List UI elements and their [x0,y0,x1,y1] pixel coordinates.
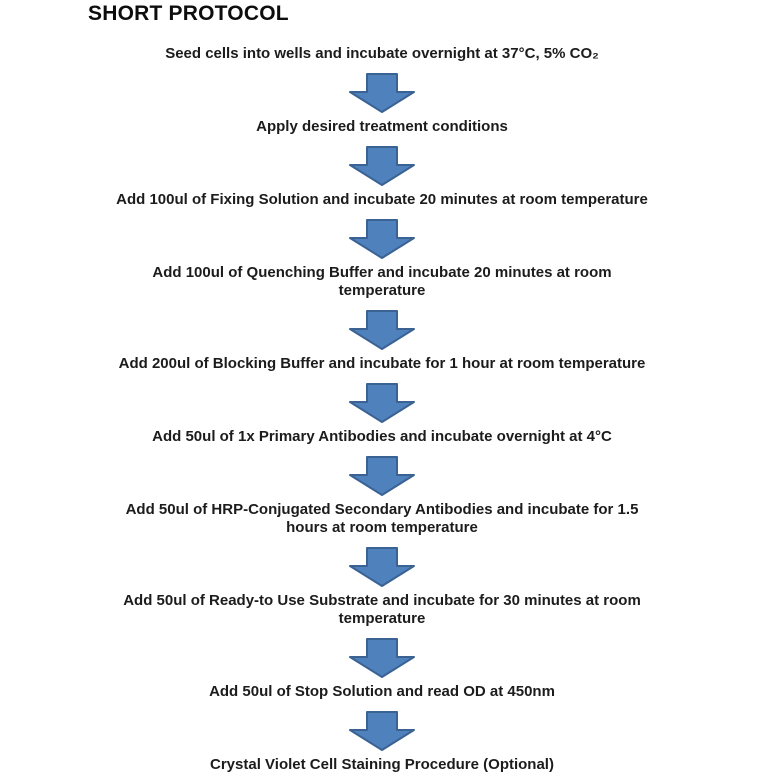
step-text [152,428,612,446]
down-arrow-icon [349,638,415,678]
down-arrow-icon [349,456,415,496]
step-line: Add 50ul of Stop Solution and read OD at 450nm [209,683,555,700]
step-line: Apply desired treatment conditions [256,118,508,135]
step-text [256,118,508,136]
down-arrow-icon [349,547,415,587]
down-arrow-glyph [349,638,415,678]
step-line: Add 50ul of Ready-to Use Substrate and incubate for 30 minutes at room [123,592,641,609]
step-text [209,683,555,701]
step-line: temperature [338,282,426,299]
down-arrow-glyph [349,310,415,350]
step-line: Add 100ul of Fixing Solution and incubate 20 minutes at room temperature [116,191,648,208]
down-arrow-glyph [349,383,415,423]
step-line: Crystal Violet Cell Staining Procedure (Optional) [210,756,554,773]
step-line: Add 200ul of Blocking Buffer and incubate for 1 hour at room temperature [118,355,646,372]
page-title: SHORT PROTOCOL [88,2,289,25]
step-text [210,756,554,774]
step-text [116,191,648,209]
down-arrow-icon [349,711,415,751]
down-arrow-glyph [349,547,415,587]
step-line: temperature [338,610,426,627]
step-line: Add 50ul of 1x Primary Antibodies and incubate overnight at 4°C [152,428,612,445]
step-line: Add 50ul of HRP-Conjugated Secondary Antibodies and incubate for 1.5 [125,501,639,518]
step-line: Seed cells into wells and incubate overnight at 37°C, 5% CO₂ [165,45,599,62]
down-arrow-glyph [349,146,415,186]
step-line: Add 100ul of Quenching Buffer and incubate 20 minutes at room [152,264,612,281]
down-arrow-glyph [349,219,415,259]
step-text [123,592,641,628]
step-text [119,355,646,373]
protocol-flowchart [0,45,764,774]
down-arrow-icon [349,73,415,113]
step-text [126,501,639,537]
down-arrow-icon [349,383,415,423]
down-arrow-icon [349,219,415,259]
down-arrow-glyph [349,456,415,496]
down-arrow-icon [349,146,415,186]
step-text [152,264,611,300]
step-line: hours at room temperature [286,519,478,536]
down-arrow-glyph [349,711,415,751]
step-text [165,45,599,63]
down-arrow-icon [349,310,415,350]
down-arrow-glyph [349,73,415,113]
